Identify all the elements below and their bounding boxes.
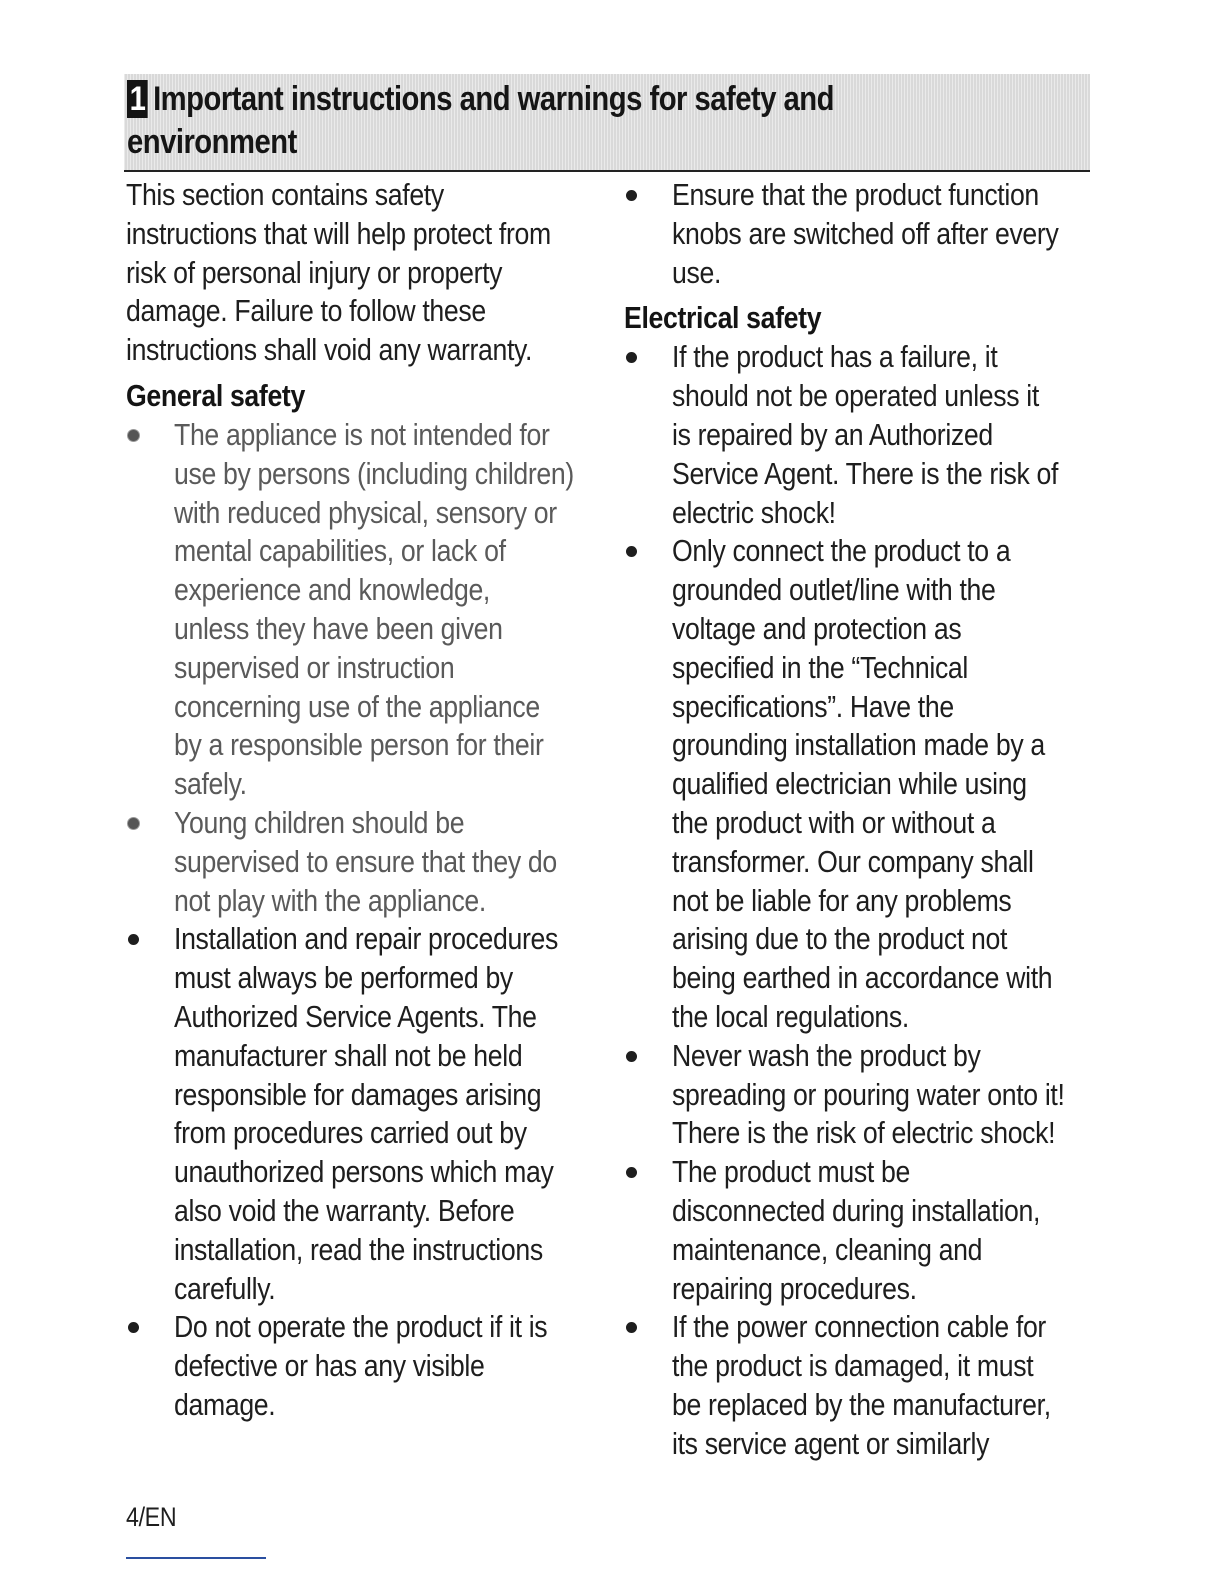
electrical-safety-heading: Electrical safety [624, 300, 822, 336]
section-number: 1 [127, 80, 148, 118]
section-header [124, 74, 1090, 172]
list-item-text: If the power connection cable for the product is damaged, it must be replaced by the manufacturer, its service agent or similarly [672, 1309, 1051, 1461]
electrical-safety-list [624, 338, 1184, 1463]
section-title-text: Important instructions and warnings for safety and environment [127, 80, 834, 161]
list-item-text: Do not operate the product if it is defective or has any visible damage. [174, 1309, 548, 1422]
list-item [624, 1308, 1184, 1463]
list-item [624, 338, 1184, 532]
left-column [126, 176, 666, 1425]
general-safety-list [126, 416, 666, 1425]
list-item [126, 920, 666, 1308]
bullet-icon [626, 190, 637, 201]
list-item [126, 416, 666, 804]
bullet-icon [626, 352, 637, 363]
right-column [624, 176, 1184, 1464]
list-item [624, 532, 1184, 1036]
section-title [127, 78, 987, 164]
bullet-icon [626, 1322, 637, 1333]
list-item-text: Ensure that the product function knobs are switched off after every use. [672, 177, 1059, 290]
bullet-icon [128, 430, 139, 441]
general-safety-continued-list [624, 176, 1184, 292]
page-number: 4/EN [126, 1502, 177, 1532]
list-item-text: The appliance is not intended for use by persons (including children) with reduced physical, sensory or mental capabilities, or lack of experience and knowledge, unless they have been given supervised or instruction concerning use of the appliance by a responsible person for their safely. [174, 416, 574, 802]
list-item-text: Installation and repair procedures must always be performed by Authorized Service Agents. The manufacturer shall not be held responsible for damages arising from procedures carried out by unauthorized persons which may also void the warranty. Before installation, read the instructions carefully. [174, 921, 559, 1306]
list-item [126, 1308, 666, 1424]
list-item-text: Only connect the product to a grounded outlet/line with the voltage and protection as specified in the “Technical specifications”. Have the grounding installation made by a qualified electrician while using the product with or without a transformer. Our company shall not be liable for any problems arising due to the product not being earthed in accordance with the local regulations. [672, 533, 1053, 1034]
bullet-icon [128, 934, 139, 945]
list-item-text: If the product has a failure, it should not be operated unless it is repaired by an Authorized Service Agent. There is the risk of electric shock! [672, 339, 1059, 530]
list-item-text: Never wash the product by spreading or pouring water onto it! There is the risk of electric shock! [672, 1037, 1065, 1151]
list-item-text: Young children should be supervised to ensure that they do not play with the appliance. [174, 804, 557, 918]
list-item [126, 804, 666, 920]
list-item [624, 176, 1184, 292]
list-item-text: The product must be disconnected during installation, maintenance, cleaning and repairing procedures. [672, 1154, 1041, 1306]
bullet-icon [626, 1167, 637, 1178]
general-safety-heading: General safety [126, 377, 305, 413]
intro-paragraph: This section contains safety instructions that will help protect from risk of personal injury or property damage. Failure to follow these instructions shall void any warranty. [126, 177, 551, 368]
list-item [624, 1037, 1184, 1153]
bullet-icon [626, 546, 637, 557]
bullet-icon [626, 1051, 637, 1062]
list-item [624, 1153, 1184, 1308]
bullet-icon [128, 818, 139, 829]
bullet-icon [128, 1322, 139, 1333]
footer-divider [126, 1557, 266, 1559]
